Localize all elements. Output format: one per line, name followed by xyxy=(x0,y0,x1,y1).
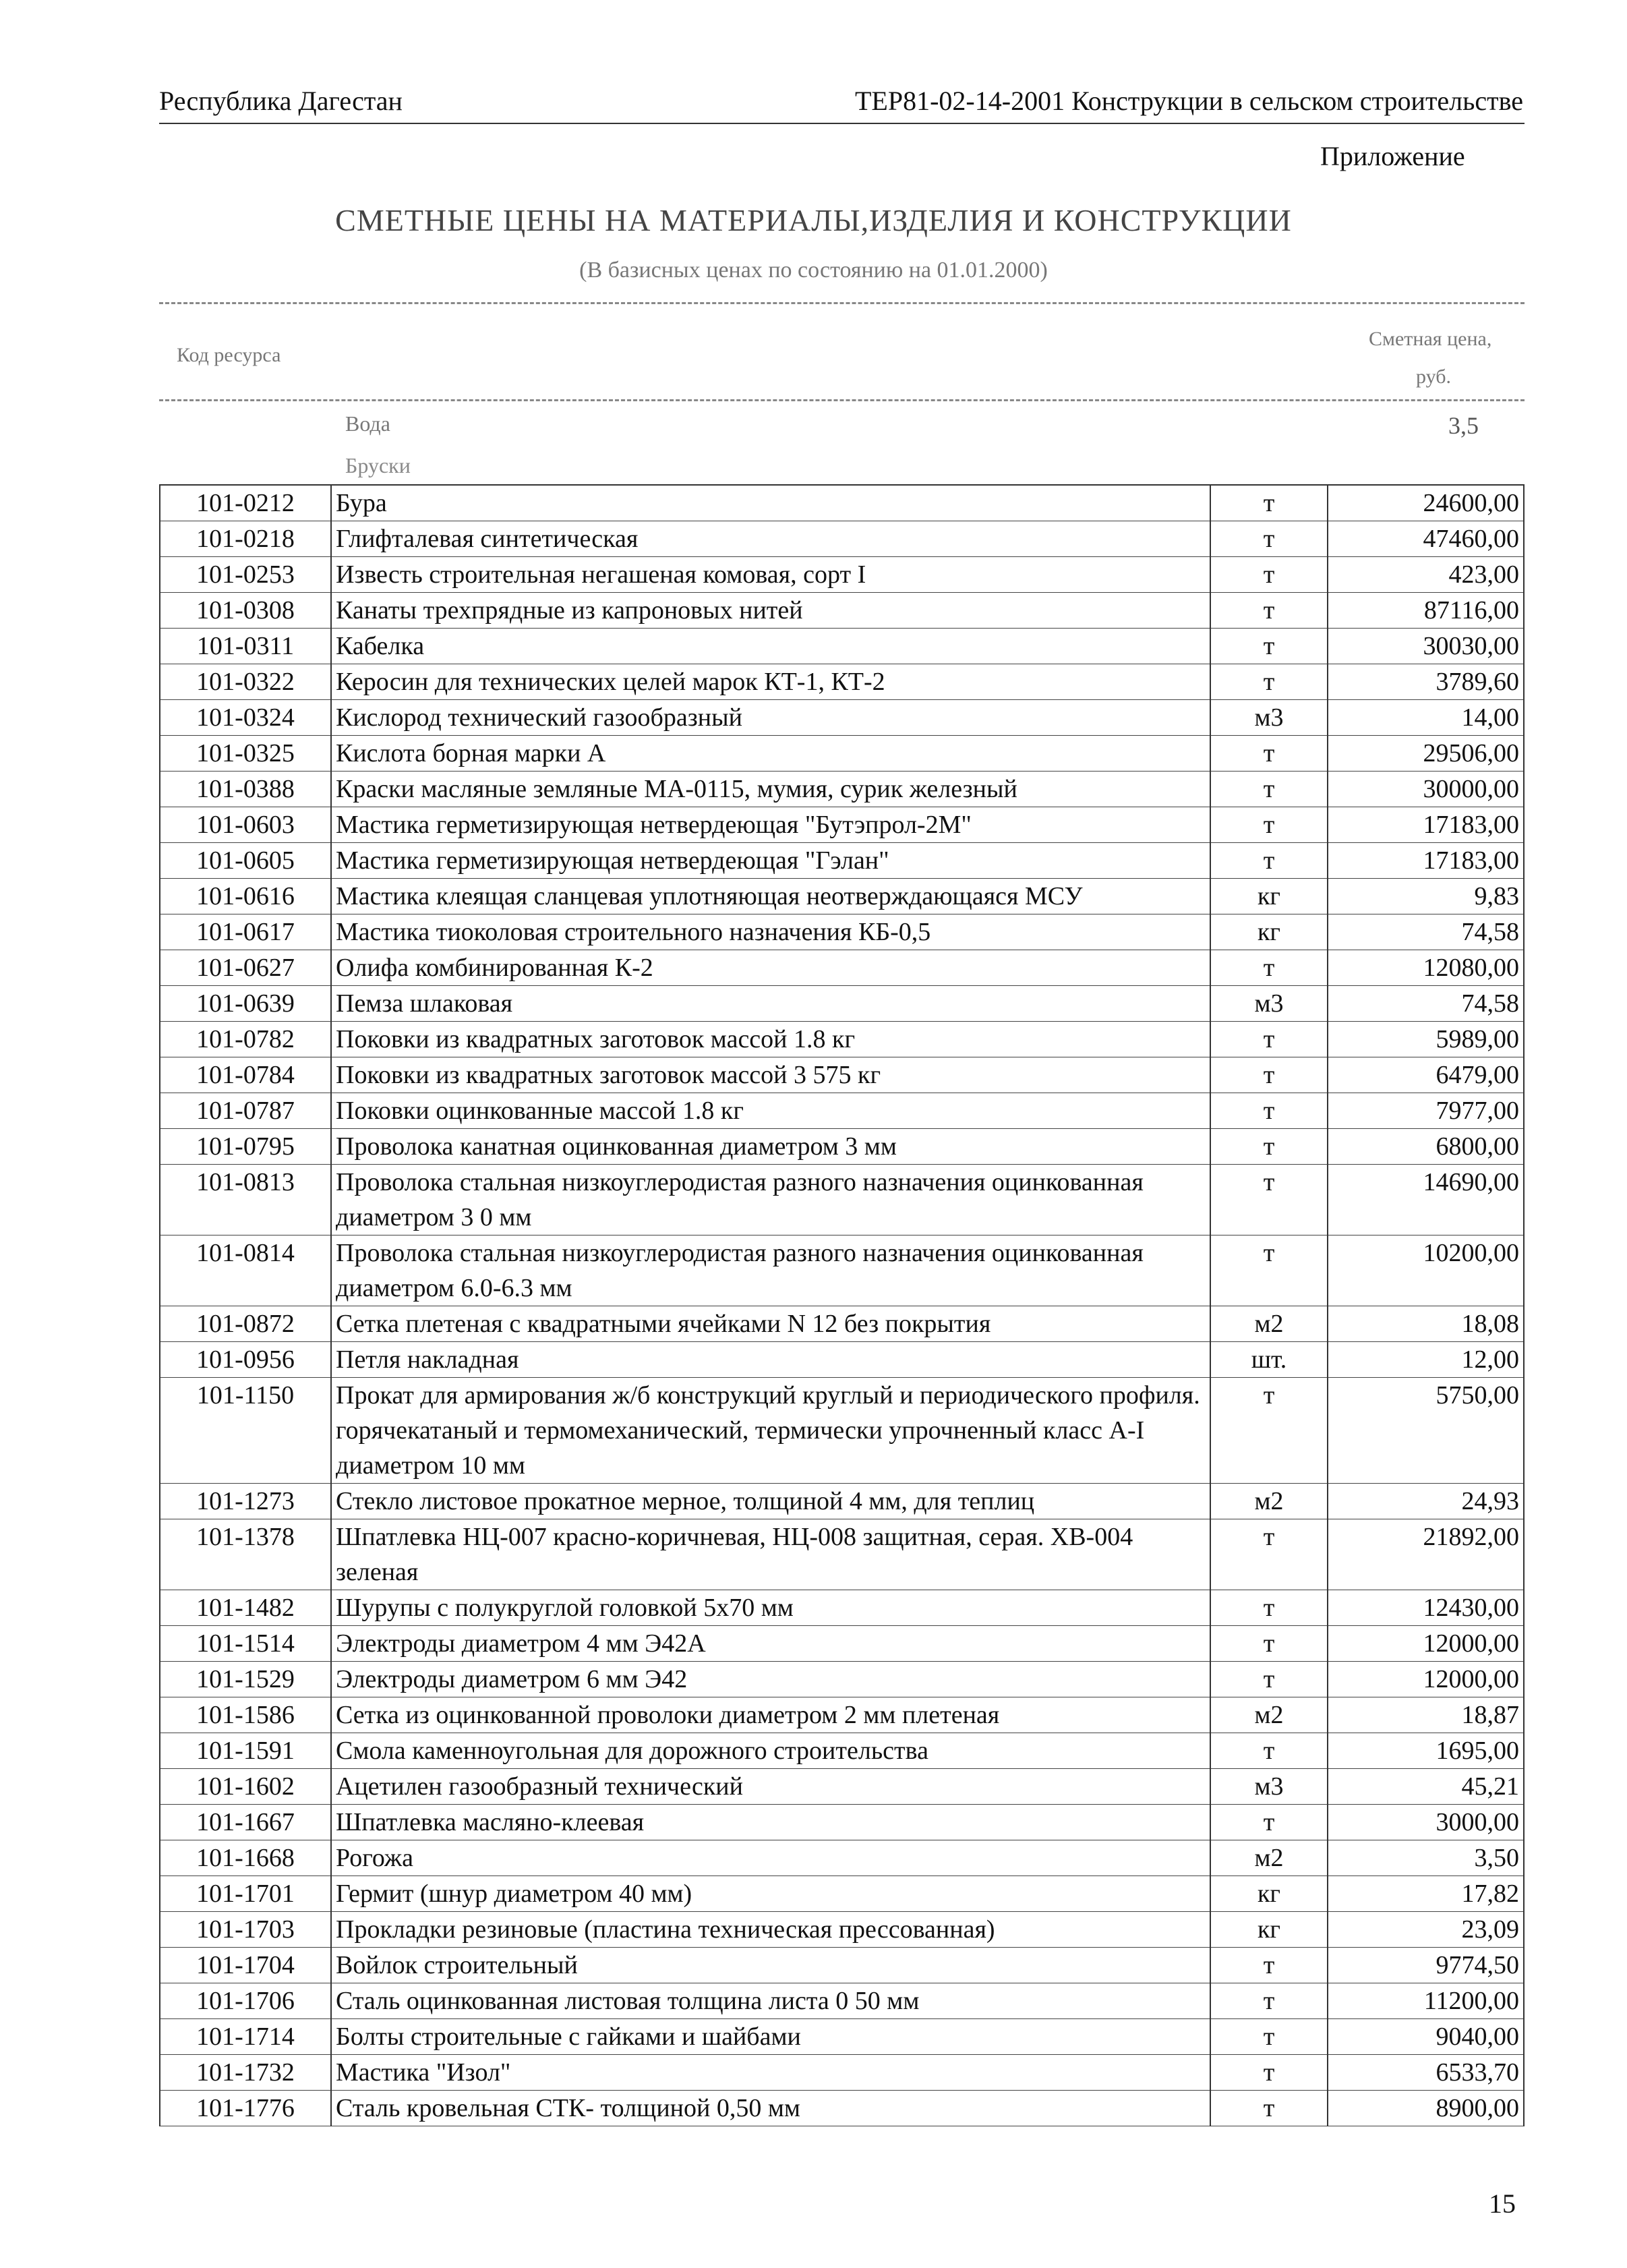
resource-code: 101-0787 xyxy=(160,1093,331,1129)
unit-of-measure: т xyxy=(1210,950,1328,986)
resource-code: 101-1732 xyxy=(160,2055,331,2091)
table-row xyxy=(160,879,1524,914)
material-name: Поковки из квадратных заготовок массой 3 575 кг xyxy=(331,1057,1210,1093)
unit-of-measure: т xyxy=(1210,1235,1328,1306)
material-name: Бура xyxy=(331,485,1210,521)
material-name: Шурупы с полукруглой головкой 5x70 мм xyxy=(331,1590,1210,1626)
unit-of-measure: т xyxy=(1210,1022,1328,1057)
unit-of-measure: т xyxy=(1210,2019,1328,2055)
column-header-price: Сметная цена, xyxy=(1369,328,1492,350)
unit-price: 14690,00 xyxy=(1328,1165,1524,1235)
document-title: СМЕТНЫЕ ЦЕНЫ НА МАТЕРИАЛЫ,ИЗДЕЛИЯ И КОНСТРУКЦИИ xyxy=(335,203,1292,237)
table-row xyxy=(160,1769,1524,1805)
unit-price: 3000,00 xyxy=(1328,1805,1524,1840)
unit-price: 12000,00 xyxy=(1328,1626,1524,1662)
resource-code: 101-1667 xyxy=(160,1805,331,1840)
unit-price: 23,09 xyxy=(1328,1912,1524,1948)
unit-price: 6800,00 xyxy=(1328,1129,1524,1165)
material-name: Рогожа xyxy=(331,1840,1210,1876)
table-row xyxy=(160,557,1524,593)
unit-price: 24,93 xyxy=(1328,1484,1524,1519)
unit-of-measure: т xyxy=(1210,1983,1328,2019)
table-row xyxy=(160,664,1524,700)
unit-of-measure: т xyxy=(1210,485,1328,521)
unit-price: 18,08 xyxy=(1328,1306,1524,1342)
material-name: Кабелка xyxy=(331,629,1210,664)
table-row xyxy=(160,1626,1524,1662)
unit-of-measure: т xyxy=(1210,807,1328,843)
unit-price: 21892,00 xyxy=(1328,1519,1524,1590)
resource-code: 101-1704 xyxy=(160,1948,331,1983)
unit-price: 74,58 xyxy=(1328,986,1524,1022)
unit-of-measure: кг xyxy=(1210,879,1328,914)
material-name: Поковки из квадратных заготовок массой 1.8 кг xyxy=(331,1022,1210,1057)
unit-of-measure: т xyxy=(1210,557,1328,593)
unit-of-measure: м3 xyxy=(1210,1769,1328,1805)
material-name: Петля накладная xyxy=(331,1342,1210,1378)
material-name: Мастика герметизирующая нетвердеющая "Бутэпрол-2М" xyxy=(331,807,1210,843)
table-row xyxy=(160,736,1524,772)
resource-code: 101-0956 xyxy=(160,1342,331,1378)
unit-of-measure: м2 xyxy=(1210,1697,1328,1733)
unit-of-measure: т xyxy=(1210,1057,1328,1093)
table-row xyxy=(160,914,1524,950)
unit-price: 87116,00 xyxy=(1328,593,1524,629)
table-row xyxy=(160,2019,1524,2055)
unit-of-measure: м3 xyxy=(1210,986,1328,1022)
header-dashed-rule-bottom xyxy=(159,399,1525,401)
resource-code: 101-1273 xyxy=(160,1484,331,1519)
material-name: Сетка из оцинкованной проволоки диаметром 2 мм плетеная xyxy=(331,1697,1210,1733)
table-row xyxy=(160,1342,1524,1378)
resource-code: 101-0324 xyxy=(160,700,331,736)
material-name: Пемза шлаковая xyxy=(331,986,1210,1022)
resource-code: 101-1591 xyxy=(160,1733,331,1769)
material-name: Краски масляные земляные МА-0115, мумия, сурик железный xyxy=(331,772,1210,807)
unit-price: 45,21 xyxy=(1328,1769,1524,1805)
unit-of-measure: т xyxy=(1210,1948,1328,1983)
table-row xyxy=(160,521,1524,557)
table-row xyxy=(160,1662,1524,1697)
column-header-price-unit: руб. xyxy=(1416,366,1451,388)
table-row xyxy=(160,1022,1524,1057)
resource-code: 101-0813 xyxy=(160,1165,331,1235)
material-name: Электроды диаметром 4 мм Э42А xyxy=(331,1626,1210,1662)
column-header-code: Код ресурса xyxy=(177,344,281,366)
table-row xyxy=(160,1590,1524,1626)
unit-of-measure: кг xyxy=(1210,914,1328,950)
unit-of-measure: т xyxy=(1210,1733,1328,1769)
resource-code: 101-0814 xyxy=(160,1235,331,1306)
material-name: Прокладки резиновые (пластина техническая прессованная) xyxy=(331,1912,1210,1948)
table-row xyxy=(160,700,1524,736)
material-name: Кислород технический газообразный xyxy=(331,700,1210,736)
resource-code: 101-0311 xyxy=(160,629,331,664)
unit-of-measure: т xyxy=(1210,664,1328,700)
table-row xyxy=(160,807,1524,843)
unit-of-measure: м2 xyxy=(1210,1840,1328,1876)
unit-price: 18,87 xyxy=(1328,1697,1524,1733)
resource-code: 101-0782 xyxy=(160,1022,331,1057)
resource-code: 101-0308 xyxy=(160,593,331,629)
unit-price: 9774,50 xyxy=(1328,1948,1524,1983)
material-name: Мастика герметизирующая нетвердеющая "Гэлан" xyxy=(331,843,1210,879)
resource-code: 101-1529 xyxy=(160,1662,331,1697)
unit-price: 7977,00 xyxy=(1328,1093,1524,1129)
table-row xyxy=(160,1484,1524,1519)
document-subtitle: (В базисных ценах по состоянию на 01.01.2000) xyxy=(579,258,1048,283)
resource-code: 101-0212 xyxy=(160,485,331,521)
resource-code: 101-1482 xyxy=(160,1590,331,1626)
unit-price: 1695,00 xyxy=(1328,1733,1524,1769)
unit-of-measure: т xyxy=(1210,1662,1328,1697)
unit-of-measure: т xyxy=(1210,1093,1328,1129)
resource-code: 101-1586 xyxy=(160,1697,331,1733)
resource-code: 101-0603 xyxy=(160,807,331,843)
material-name: Сталь кровельная СТК- толщиной 0,50 мм xyxy=(331,2091,1210,2126)
appendix-label: Приложение xyxy=(1320,141,1465,171)
unit-of-measure: т xyxy=(1210,772,1328,807)
unit-price: 6479,00 xyxy=(1328,1057,1524,1093)
unit-of-measure: т xyxy=(1210,1378,1328,1484)
unit-of-measure: т xyxy=(1210,1165,1328,1235)
table-row xyxy=(160,1519,1524,1590)
resource-code: 101-0795 xyxy=(160,1129,331,1165)
table-row xyxy=(160,1805,1524,1840)
unit-of-measure: т xyxy=(1210,843,1328,879)
material-name: Известь строительная негашеная комовая, сорт I xyxy=(331,557,1210,593)
resource-code: 101-0253 xyxy=(160,557,331,593)
resource-code: 101-1378 xyxy=(160,1519,331,1590)
resource-code: 101-1150 xyxy=(160,1378,331,1484)
material-name: Ацетилен газообразный технический xyxy=(331,1769,1210,1805)
resource-code: 101-1701 xyxy=(160,1876,331,1912)
table-row xyxy=(160,1129,1524,1165)
resource-code: 101-1668 xyxy=(160,1840,331,1876)
unit-of-measure: т xyxy=(1210,1805,1328,1840)
unit-price: 8900,00 xyxy=(1328,2091,1524,2126)
unit-price: 11200,00 xyxy=(1328,1983,1524,2019)
unit-price: 3,50 xyxy=(1328,1840,1524,1876)
unit-price: 6533,70 xyxy=(1328,2055,1524,2091)
table-row xyxy=(160,1057,1524,1093)
resource-code: 101-0639 xyxy=(160,986,331,1022)
unit-price: 47460,00 xyxy=(1328,521,1524,557)
unit-of-measure: т xyxy=(1210,1129,1328,1165)
material-name: Электроды диаметром 6 мм Э42 xyxy=(331,1662,1210,1697)
table-row xyxy=(160,950,1524,986)
table-row xyxy=(160,1165,1524,1235)
material-name: Смола каменноугольная для дорожного строительства xyxy=(331,1733,1210,1769)
material-name: Прокат для армирования ж/б конструкций круглый и периодического профиля. горячекатаный и термомеханический, термически упрочненный класс А-I диаметром 10 мм xyxy=(331,1378,1210,1484)
unit-price: 12430,00 xyxy=(1328,1590,1524,1626)
material-name: Поковки оцинкованные массой 1.8 кг xyxy=(331,1093,1210,1129)
header-document-code: ТЕР81-02-14-2001 Конструкции в сельском строительстве xyxy=(855,86,1524,116)
resource-code: 101-0322 xyxy=(160,664,331,700)
material-name: Шпатлевка НЦ-007 красно-коричневая, НЦ-008 защитная, серая. ХВ-004 зеленая xyxy=(331,1519,1210,1590)
resource-code: 101-0388 xyxy=(160,772,331,807)
resource-code: 101-0218 xyxy=(160,521,331,557)
unit-price: 10200,00 xyxy=(1328,1235,1524,1306)
material-name: Гермит (шнур диаметром 40 мм) xyxy=(331,1876,1210,1912)
material-name: Проволока канатная оцинкованная диаметром 3 мм xyxy=(331,1129,1210,1165)
unit-of-measure: т xyxy=(1210,1519,1328,1590)
unit-price: 12080,00 xyxy=(1328,950,1524,986)
material-name: Сетка плетеная с квадратными ячейками N 12 без покрытия xyxy=(331,1306,1210,1342)
faded-row-text: Вода xyxy=(345,411,390,436)
material-name: Кислота борная марки А xyxy=(331,736,1210,772)
unit-price: 17,82 xyxy=(1328,1876,1524,1912)
table-row xyxy=(160,1912,1524,1948)
unit-price: 3789,60 xyxy=(1328,664,1524,700)
header-region: Республика Дагестан xyxy=(159,86,403,116)
table-row xyxy=(160,2091,1524,2126)
table-row xyxy=(160,1876,1524,1912)
material-name: Мастика "Изол" xyxy=(331,2055,1210,2091)
material-name: Проволока стальная низкоуглеродистая разного назначения оцинкованная диаметром 6.0-6.3 мм xyxy=(331,1235,1210,1306)
unit-of-measure: кг xyxy=(1210,1876,1328,1912)
table-row xyxy=(160,986,1524,1022)
unit-price: 9,83 xyxy=(1328,879,1524,914)
unit-of-measure: т xyxy=(1210,736,1328,772)
unit-price: 12000,00 xyxy=(1328,1662,1524,1697)
unit-of-measure: т xyxy=(1210,1590,1328,1626)
resource-code: 101-1703 xyxy=(160,1912,331,1948)
resource-code: 101-0784 xyxy=(160,1057,331,1093)
material-name: Проволока стальная низкоуглеродистая разного назначения оцинкованная диаметром 3 0 мм xyxy=(331,1165,1210,1235)
resource-code: 101-0325 xyxy=(160,736,331,772)
table-row xyxy=(160,1235,1524,1306)
table-row xyxy=(160,1948,1524,1983)
material-name: Керосин для технических целей марок КТ-1, КТ-2 xyxy=(331,664,1210,700)
table-row xyxy=(160,485,1524,521)
unit-of-measure: м2 xyxy=(1210,1484,1328,1519)
material-name: Олифа комбинированная К-2 xyxy=(331,950,1210,986)
resource-code: 101-1514 xyxy=(160,1626,331,1662)
unit-of-measure: т xyxy=(1210,629,1328,664)
faded-row-text-2: Бруски xyxy=(345,453,411,477)
unit-price: 5750,00 xyxy=(1328,1378,1524,1484)
unit-price: 29506,00 xyxy=(1328,736,1524,772)
unit-of-measure: т xyxy=(1210,2055,1328,2091)
price-table-body xyxy=(160,485,1524,2126)
table-row xyxy=(160,1697,1524,1733)
table-row xyxy=(160,772,1524,807)
unit-of-measure: м3 xyxy=(1210,700,1328,736)
table-row xyxy=(160,1378,1524,1484)
material-name: Стекло листовое прокатное мерное, толщиной 4 мм, для теплиц xyxy=(331,1484,1210,1519)
table-row xyxy=(160,2055,1524,2091)
table-row xyxy=(160,629,1524,664)
table-row xyxy=(160,1840,1524,1876)
unit-price: 74,58 xyxy=(1328,914,1524,950)
unit-of-measure: м2 xyxy=(1210,1306,1328,1342)
resource-code: 101-1706 xyxy=(160,1983,331,2019)
resource-code: 101-0617 xyxy=(160,914,331,950)
unit-price: 17183,00 xyxy=(1328,843,1524,879)
unit-of-measure: т xyxy=(1210,521,1328,557)
material-name: Мастика тиоколовая строительного назначения КБ-0,5 xyxy=(331,914,1210,950)
price-table xyxy=(159,484,1525,2126)
material-name: Шпатлевка масляно-клеевая xyxy=(331,1805,1210,1840)
unit-price: 423,00 xyxy=(1328,557,1524,593)
resource-code: 101-0616 xyxy=(160,879,331,914)
resource-code: 101-1602 xyxy=(160,1769,331,1805)
table-row xyxy=(160,1983,1524,2019)
resource-code: 101-0627 xyxy=(160,950,331,986)
resource-code: 101-0605 xyxy=(160,843,331,879)
resource-code: 101-1714 xyxy=(160,2019,331,2055)
material-name: Сталь оцинкованная листовая толщина листа 0 50 мм xyxy=(331,1983,1210,2019)
unit-of-measure: кг xyxy=(1210,1912,1328,1948)
material-name: Войлок строительный xyxy=(331,1948,1210,1983)
unit-price: 30000,00 xyxy=(1328,772,1524,807)
unit-price: 14,00 xyxy=(1328,700,1524,736)
page-number: 15 xyxy=(1489,2188,1516,2219)
unit-of-measure: т xyxy=(1210,593,1328,629)
material-name: Канаты трехпрядные из капроновых нитей xyxy=(331,593,1210,629)
material-name: Болты строительные с гайками и шайбами xyxy=(331,2019,1210,2055)
unit-of-measure: т xyxy=(1210,2091,1328,2126)
material-name: Глифталевая синтетическая xyxy=(331,521,1210,557)
resource-code: 101-0872 xyxy=(160,1306,331,1342)
table-row xyxy=(160,1306,1524,1342)
unit-price: 5989,00 xyxy=(1328,1022,1524,1057)
header-dashed-rule-top xyxy=(159,302,1525,304)
header-rule xyxy=(159,123,1525,124)
unit-price: 30030,00 xyxy=(1328,629,1524,664)
table-row xyxy=(160,593,1524,629)
unit-price: 12,00 xyxy=(1328,1342,1524,1378)
table-row xyxy=(160,843,1524,879)
unit-price: 9040,00 xyxy=(1328,2019,1524,2055)
resource-code: 101-1776 xyxy=(160,2091,331,2126)
material-name: Мастика клеящая сланцевая уплотняющая неотверждающаяся МСУ xyxy=(331,879,1210,914)
unit-price: 17183,00 xyxy=(1328,807,1524,843)
unit-of-measure: т xyxy=(1210,1626,1328,1662)
table-row xyxy=(160,1733,1524,1769)
unit-of-measure: шт. xyxy=(1210,1342,1328,1378)
table-row xyxy=(160,1093,1524,1129)
unit-price: 24600,00 xyxy=(1328,485,1524,521)
faded-row-value: 3,5 xyxy=(1448,412,1479,439)
